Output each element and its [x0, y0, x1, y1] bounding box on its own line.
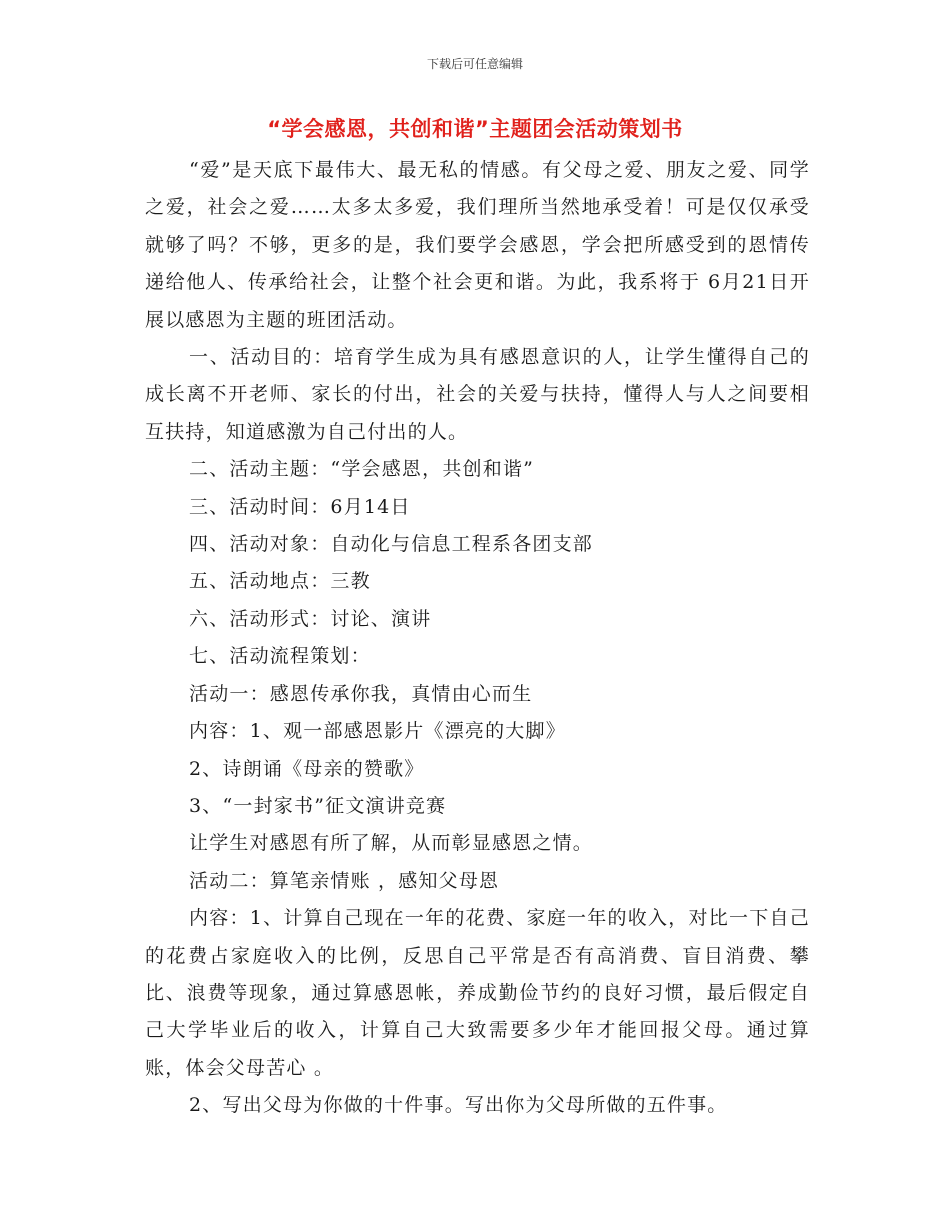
document-title: “学会感恩，共创和谐”主题团会活动策划书 — [267, 117, 683, 141]
process-line: 七、活动流程策划： — [189, 645, 371, 668]
activity2-title: 活动二：算笔亲情账 ，感知父母恩 — [189, 869, 500, 892]
document-body — [145, 152, 810, 1125]
activity1-goal: 让学生对感恩有所了解，从而彰显感恩之情。 — [189, 832, 594, 855]
activity1-content1: 内容：1、观一部感恩影片《漂亮的大脚》 — [189, 720, 566, 743]
theme-line: 二、活动主题：“学会感恩，共创和谐” — [189, 458, 535, 481]
time-line: 三、活动时间：6月14日 — [189, 495, 411, 518]
header-note: 下载后可任意编辑 — [426, 57, 523, 71]
intro-paragraph: “爱”是天底下最伟大、最无私的情感。有父母之爱、朋友之爱、同学之爱，社会之爱……太多太多爱，我们理所当然地承受着！可是仅仅承受就够了吗？不够，更多的是，我们要学会感恩，学会把所感受到的恩情传递给他人、传承给社会，让整个社会更和谐。为此，我系将于 6月21日开展以感恩为主题的班团活动。 — [145, 159, 810, 331]
activity1-content3: 3、“一封家书”征文演讲竞赛 — [189, 794, 447, 817]
activity2-content1: 内容：1、计算自己现在一年的花费、家庭一年的收入，对比一下自己的花费占家庭收入的比例，反思自己平常是否有高消费、盲目消费、攀比、浪费等现象，通过算感恩帐，养成勤俭节约的良好习惯，最后假定自己大学毕业后的收入，计算自己大致需要多少年才能回报父母。通过算账，体会父母苦心 。 — [145, 907, 810, 1079]
target-line: 四、活动对象：自动化与信息工程系各团支部 — [189, 533, 594, 556]
purpose-paragraph: 一、活动目的：培育学生成为具有感恩意识的人，让学生懂得自己的成长离不开老师、家长的付出，社会的关爱与扶持，懂得人与人之间要相互扶持，知道感激为自己付出的人。 — [145, 346, 810, 443]
location-line: 五、活动地点：三教 — [189, 570, 371, 593]
activity1-content2: 2、诗朗诵《母亲的赞歌》 — [189, 757, 425, 780]
activity1-title: 活动一：感恩传承你我，真情由心而生 — [189, 682, 533, 705]
activity2-content2: 2、写出父母为你做的十件事。写出你为父母所做的五件事。 — [189, 1094, 728, 1117]
form-line: 六、活动形式：讨论、演讲 — [189, 607, 432, 630]
